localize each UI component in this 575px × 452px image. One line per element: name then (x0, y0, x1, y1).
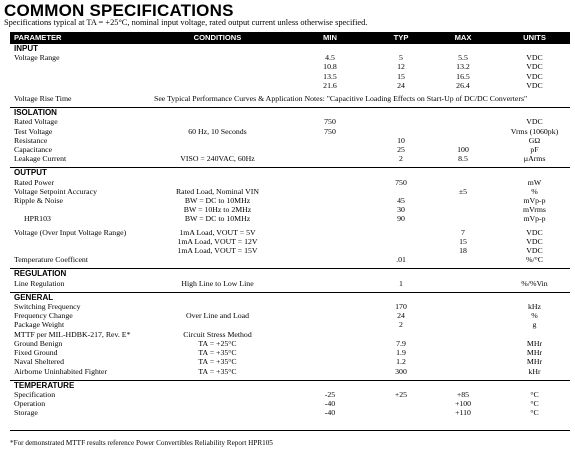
param-label: Resistance (14, 135, 48, 145)
param-label: Ground Benign (14, 338, 63, 348)
value-units: mVp-p (523, 214, 546, 224)
param-label: Test Voltage (14, 126, 53, 136)
table-row (10, 72, 570, 81)
param-label: Line Regulation (14, 278, 65, 288)
table-row (10, 390, 570, 399)
param-label: Switching Frequency (14, 302, 81, 312)
value-typ: 170 (395, 302, 407, 312)
value-units: VDC (526, 227, 543, 237)
param-label: Leakage Current (14, 154, 67, 164)
value-typ (375, 408, 427, 417)
value-max: 15 (459, 236, 467, 246)
param-conditions: TA = +35°C (198, 366, 237, 376)
value-typ: 12 (397, 62, 405, 72)
table-row (10, 136, 570, 145)
value-max: +85 (456, 389, 470, 399)
footnote: *For demonstrated MTTF results reference Power Convertibles Reliability Report HPR105 (10, 439, 273, 447)
table-row (10, 196, 570, 205)
param-conditions (150, 178, 285, 187)
value-units: °C (530, 399, 539, 409)
param-label: Package Weight (14, 320, 65, 330)
value-max: 8.5 (458, 154, 468, 164)
value-min (285, 214, 375, 223)
value-units: VDC (526, 71, 543, 81)
table-row (10, 154, 570, 163)
spec-table (10, 32, 570, 418)
value-typ: 45 (397, 196, 405, 206)
value-max (427, 178, 499, 187)
value-max: 7 (461, 227, 465, 237)
param-label: Capacitance (14, 145, 53, 155)
param-conditions (150, 302, 285, 311)
page-title: COMMON SPECIFICATIONS (4, 1, 234, 20)
value-max (427, 205, 499, 214)
value-units: mVrms (523, 205, 546, 215)
value-typ: 25 (397, 145, 405, 155)
value-min: -25 (324, 389, 336, 399)
param-conditions: TA = +35°C (198, 357, 237, 367)
value-max: 100 (457, 145, 469, 155)
section-title: GENERAL (10, 292, 570, 302)
value-units: MHr (526, 348, 543, 358)
param-label: Rated Power (14, 177, 55, 187)
section-regulation (10, 269, 570, 279)
table-row (10, 237, 570, 246)
table-row (10, 367, 570, 376)
value-min: 750 (324, 117, 336, 127)
header-conditions: CONDITIONS (150, 32, 285, 44)
value-units: %/°C (526, 255, 543, 265)
value-typ: 2 (399, 320, 403, 330)
value-typ: 1 (399, 278, 403, 288)
param-conditions: BW = DC to 10MHz (184, 214, 251, 224)
value-max (427, 196, 499, 205)
value-units: g (532, 320, 537, 330)
value-typ: 1.9 (396, 348, 406, 358)
value-typ: +25 (394, 389, 408, 399)
value-units: kHr (528, 366, 541, 376)
table-bottom-rule (10, 430, 570, 431)
table-row (10, 178, 570, 187)
value-max: +110 (455, 408, 471, 418)
param-label: Storage (14, 408, 38, 418)
value-units: kHz (528, 302, 541, 312)
param-conditions (150, 145, 285, 154)
table-row (10, 330, 570, 339)
param-label: MTTF per MIL-HDBK-217, Rev. E* (14, 329, 131, 339)
value-units: %/%Vin (521, 278, 548, 288)
table-row (10, 399, 570, 408)
header-row (10, 32, 570, 44)
value-max: 16.5 (456, 71, 470, 81)
param-conditions: Rated Load, Nominal VIN (175, 186, 259, 196)
param-conditions: BW = 10Hz to 2MHz (183, 205, 252, 215)
value-typ: 750 (395, 177, 407, 187)
value-units: MHr (526, 338, 543, 348)
table-row (10, 187, 570, 196)
value-units: °C (530, 408, 539, 418)
value-units: GΩ (528, 135, 541, 145)
value-units: VDC (526, 80, 543, 90)
section-title: OUTPUT (10, 168, 570, 178)
value-max: 13.2 (456, 62, 470, 72)
param-label (10, 205, 150, 214)
table-row (10, 145, 570, 154)
value-max (427, 214, 499, 223)
param-conditions (150, 320, 285, 329)
value-units: VDC (526, 53, 543, 63)
value-max: +100 (454, 399, 472, 409)
table-row (10, 255, 570, 264)
table-row (10, 90, 570, 103)
value-units: mW (527, 177, 542, 187)
param-label: Voltage Setpoint Accuracy (14, 186, 98, 196)
value-units: pF (530, 145, 539, 155)
table-row (10, 348, 570, 357)
section-title: REGULATION (10, 269, 570, 279)
value-units: MHr (526, 357, 543, 367)
value-typ: .01 (396, 255, 406, 265)
value-typ (375, 117, 427, 126)
param-label: Voltage Range (14, 53, 60, 63)
section-title: INPUT (10, 44, 570, 54)
value-typ: 90 (397, 214, 405, 224)
value-typ: 15 (397, 71, 405, 81)
param-conditions: High Line to Low Line (181, 278, 254, 288)
value-typ: 2 (399, 154, 403, 164)
value-typ: 1.2 (396, 357, 406, 367)
value-max (427, 136, 499, 145)
value-typ: 24 (397, 311, 405, 321)
value-units: Vrms (1060pk) (510, 126, 559, 136)
value-min (285, 205, 375, 214)
value-min: 750 (324, 126, 336, 136)
value-max (427, 127, 499, 136)
param-label: Rated Voltage (14, 117, 58, 127)
value-typ (375, 187, 427, 196)
value-typ (375, 330, 427, 339)
table-row (10, 117, 570, 126)
value-typ: 10 (397, 135, 405, 145)
param-label: Operation (14, 399, 46, 409)
header-min: MIN (285, 32, 375, 44)
table-row (10, 246, 570, 255)
page-subtitle: Specifications typical at TA = +25°C, nominal input voltage, rated output current unless otherwise specified. (4, 18, 368, 27)
value-min (285, 178, 375, 187)
value-max: 5.5 (458, 53, 468, 63)
value-typ: 7.9 (396, 338, 406, 348)
table-row (10, 279, 570, 288)
value-typ: 300 (395, 366, 407, 376)
value-units: VDC (526, 62, 543, 72)
value-min: 4.5 (325, 53, 335, 63)
value-min: -40 (324, 399, 336, 409)
param-conditions (150, 117, 285, 126)
header-parameter: PARAMETER (10, 32, 150, 44)
section-general (10, 292, 570, 302)
value-units: % (531, 311, 538, 321)
param-conditions: TA = +35°C (198, 348, 237, 358)
table-row (10, 53, 570, 62)
table-row (10, 127, 570, 136)
section-input (10, 44, 570, 54)
value-typ: 5 (399, 53, 403, 63)
table-row (10, 339, 570, 348)
value-units: % (531, 186, 538, 196)
value-typ (375, 399, 427, 408)
table-row (10, 311, 570, 320)
value-units: mVp-p (523, 196, 546, 206)
value-min: 10.8 (323, 62, 337, 72)
param-conditions: 1mA Load, VOUT = 15V (177, 246, 258, 256)
header-max: MAX (427, 32, 499, 44)
table-row (10, 408, 570, 417)
param-conditions: 1mA Load, VOUT = 5V (179, 227, 256, 237)
param-conditions: TA = +25°C (198, 338, 237, 348)
header-units: UNITS (499, 32, 570, 44)
header-typ: TYP (375, 32, 427, 44)
param-conditions: 1mA Load, VOUT = 12V (177, 236, 258, 246)
value-min (285, 187, 375, 196)
value-min (285, 145, 375, 154)
value-typ (375, 127, 427, 136)
section-temperature (10, 380, 570, 390)
table-row (10, 302, 570, 311)
param-label: Temperature Coefficent (14, 255, 88, 265)
section-title: TEMPERATURE (10, 380, 570, 390)
value-units: °C (530, 389, 539, 399)
param-conditions: 60 Hz, 10 Seconds (188, 126, 247, 136)
param-label: Naval Sheltered (14, 357, 65, 367)
value-min (285, 154, 375, 163)
param-label: Frequency Change (14, 311, 73, 321)
param-label: Voltage Rise Time (14, 94, 72, 104)
param-conditions: BW = DC to 10MHz (184, 196, 251, 206)
value-min: 21.6 (323, 80, 337, 90)
value-units: µArms (523, 154, 546, 164)
param-label: Specification (14, 389, 56, 399)
param-conditions: VISO = 240VAC, 60Hz (180, 154, 255, 164)
value-min: -40 (324, 408, 336, 418)
param-label: Airborne Uninhabited Fighter (14, 366, 108, 376)
value-units: VDC (526, 246, 543, 256)
param-conditions: Circuit Stress Method (183, 329, 252, 339)
conditions-note: See Typical Performance Curves & Application Notes: "Capacitive Loading Effects on Start-Up of DC/DC Converters" (154, 94, 528, 104)
param-label: Fixed Ground (14, 348, 58, 358)
param-label: HPR103 (24, 214, 51, 224)
table-row (10, 214, 570, 223)
value-units: VDC (526, 117, 543, 127)
value-min (285, 196, 375, 205)
param-conditions (150, 136, 285, 145)
table-row (10, 357, 570, 366)
value-max: ±5 (458, 186, 468, 196)
value-max (427, 117, 499, 126)
param-conditions: Over Line and Load (186, 311, 249, 321)
section-isolation (10, 108, 570, 118)
value-min: 13.5 (323, 71, 337, 81)
table-row (10, 62, 570, 71)
table-row (10, 320, 570, 329)
value-max: 18 (459, 246, 467, 256)
value-units: VDC (526, 236, 543, 246)
value-typ: 24 (397, 80, 405, 90)
param-label: Voltage (Over Input Voltage Range) (14, 227, 127, 237)
section-title: ISOLATION (10, 108, 570, 118)
table-row (10, 228, 570, 237)
param-label: Ripple & Noise (14, 196, 63, 206)
value-typ: 30 (397, 205, 405, 215)
table-row (10, 81, 570, 90)
value-max: 26.4 (456, 80, 470, 90)
value-units (499, 330, 570, 339)
table-row (10, 205, 570, 214)
value-min (285, 136, 375, 145)
section-output (10, 168, 570, 178)
